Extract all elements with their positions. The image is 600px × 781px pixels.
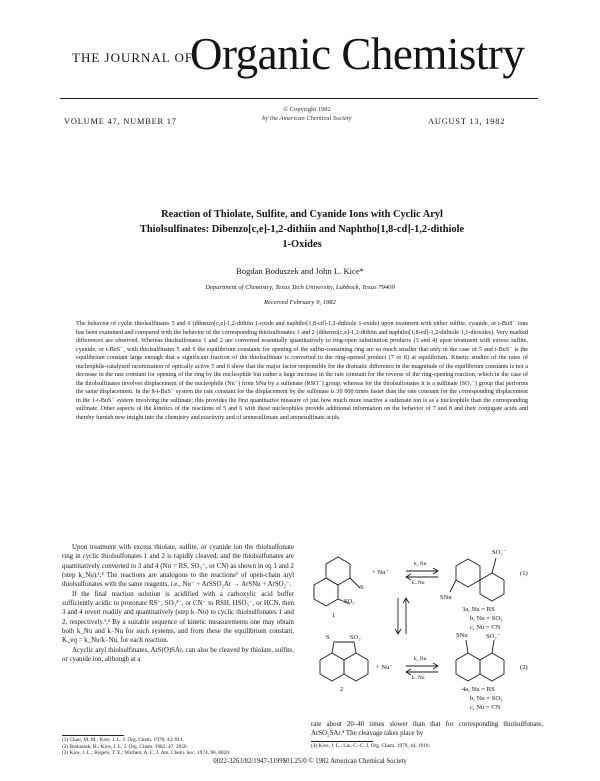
footnote-1: (1) Chau, M. M.; Kice, J. L. J. Org. Chem. 1978, 43, 914. [62,737,185,743]
label-k-minus-nu-2: k₋Nu [412,675,425,681]
label-so2-minus-4: SO₂⁻ [486,633,501,640]
label-4c: c, Nu = CN [470,704,501,711]
label-eq-1: (1) [520,570,528,577]
masthead-rule [60,98,538,99]
footnote-3: (3) Kice, J. L.; Rogers, T. E.; Warheit, A. C. J. Am. Chem. Soc. 1974, 96, 8020. [62,750,231,757]
abstract: The behavior of cyclic thiolsulfinates 5 and 6 (dibenzo[c,e]-1,2-dithiin 1-oxide and naphtho[1,8-cd]-1,2-dithiole 1-oxide) upon treatment with either sulfite, cyanide, or t-BuS⁻ ions has been examined and compared with the behavior of the corresponding thiolsulfonates 1 and 2 (dibenzo[c,e]-1,2-dithiin and naphtho[1,8-cd]-1,2-dithiole 1,1-dioxides). Very marked differences are observed. Whereas thiolsulfonates 1 and 2 are converted essentially quantitatively to ring-open substitution products (3 and 4) upon treatment with excess sulfite, cyanide, or t-BuS⁻, with thiolsulfinates 5 and 6 the equilibrium constants for opening of the sulfur-containing ring are so much smaller that only in the case of 5 and t-BuS⁻ is the equilibrium constant large enough that a significant fraction of the thiolsulfinate is converted to the ring-opened product (7 or 8) at equilibrium. Kinetic studies of the rates of nucleophile-catalyzed racemization of optically active 5 and 6 show that the major factor responsible for the dramatic difference in the magnitude of the equilibrium constants is not a decrease in the rate constant for opening of the ring by the nucleophile but rather a huge increase in the rate constant for the reverse of the ring-opening reaction, which in the case of the thiolsulfinates involves displacement of the nucleophile (Nu⁻) from SNu by a sulfenate (RSO⁻) group, whereas for the thiolsulfonates it is a sulfinate (SO₂⁻) group that performs the same displacement. In the 8-t-BuS⁻ system the rate constant for the displacement by the sulfenate is 30 000 times faster than the rate constant for the corresponding displacement in the 1-t-BuS⁻ system involving the sulfinate; this provides the first quantitative measure of just how much more reactive a sulfenate ion is as a nucleophile than the corresponding sulfinate. Other aspects of the kinetics of the reactions of 5 and 6 with these nucleophiles provide additional information on the behavior of 7 and 8 and their conjugate acids and thereby furnish new insight into the chemistry and reactivity and of arenesulfenate and arenesulfinate acids. [76,321,528,422]
footnote-rule-right [311,741,373,742]
vertical-equilibrium-arrows [395,598,409,634]
label-eq-2: (2) [520,664,528,671]
label-so2-2: SO₂ [350,634,361,641]
footnote-2: (2) Boduszek, B.; Kice, J. L. J. Org. Chem. 1982, 47, 3050. [62,743,188,750]
issue-date: AUGUST 13, 1982 [428,117,506,126]
reaction-scheme [306,536,542,714]
journal-prefix: THE JOURNAL OF [72,50,194,65]
footnotes-left [62,737,294,757]
label-so2-minus-3: SO₂⁻ [492,549,507,556]
equilibrium-arrow-2 [406,663,438,675]
copyright-notice [232,106,382,123]
volume-number: VOLUME 47, NUMBER 17 [64,117,177,126]
label-3a: 3a, Nu = RS [462,606,495,613]
authors: Bogdan Boduszek and John L. Kice* [236,266,364,276]
body-paragraph-3: Acyclic aryl thiolsulfinates, ArS(O)SAr, can also be cleaved by thiolate, sulfite, or cyanide ion, although at a [62,646,294,664]
label-so2-1: SO₂ [344,598,355,605]
body-right-text: rate about 20–40 times slower than that for corresponding thiolsulfonate, ArSO₂SAr.⁴ The cleavage takes place by [311,721,543,738]
label-4a: 4a, Nu = RS [462,686,495,693]
label-compound-1: 1 [332,612,336,619]
label-k-nu-2: k_Nu [414,656,427,662]
body-paragraph-1: Upon treatment with excess thiolate, sulfite, or cyanide ion the thiolsulfonate ring in cyclic thiolsulfonates 1 and 2 is rapidly cleaved, and the thiolsulfonates are quantitatively converted to 3 and 4 (Nu = RS, SO₃⁻, or CN) as shown in eq 1 and 2 (step k_Nu).¹,² The reactions are analogous to the reactions³ of open-chain aryl thiolsulfonates with the same reagents, i.e., Nu⁻ + ArSSO₂Ar → ArSNu + ArSO₂⁻. [62,544,294,589]
label-3c: c, Nu = CN [470,624,501,631]
equilibrium-arrow-1 [406,568,438,580]
label-nu-plus-1: + Nu⁻ [372,569,389,576]
body-left-column [62,543,294,664]
label-s-1: S [360,584,364,591]
title-line-1: Reaction of Thiolate, Sulfite, and Cyanide Ions with Cyclic Aryl [161,209,443,220]
journal-name: Organic Chemistry [190,29,525,79]
footnote-rule-left [62,735,124,736]
label-k-nu-1: k_Nu [414,561,427,567]
label-snu-4: SNu [456,632,468,639]
label-k-minus-nu-1: k₋Nu [412,580,425,586]
received-date: Received February 9, 1982 [264,299,336,306]
label-s-2: S [326,634,330,641]
copyright-line-1: © Copyright 1982 [283,106,331,113]
compound-2-structure [320,642,368,681]
label-4b: b, Nu = SO₃ [470,695,503,702]
copyright-line-2: by the American Chemical Society [262,114,352,122]
product-3-structure [450,558,504,601]
label-nu-plus-2: + Nu⁻ [376,664,393,671]
body-paragraph-2: If the final reaction solution is acidified with a carboxylic acid buffer sufficiently acidic to protonate RS⁻, SO₃²⁻, or CN⁻ to RSH, HSO₃⁻, or HCN, then 3 and 4 revert readily and quantitatively (step k₋Nu) to cyclic thiolsulfonates 1 and 2, respectively.¹,² By a suitable sequence of kinetic measurements one may obtain both k_Nu and k₋Nu for such systems, and from these the equilibrium constant, K_eq = k_Nu/k₋Nu, for each reaction. [62,590,294,645]
affiliation: Department of Chemistry, Texas Tech University, Lubbock, Texas 79409 [205,284,395,291]
footnote-4: (4) Kice, J. L.; Liu, C.-C. J. Org. Chem. 1979, 44, 1918. [311,743,430,749]
article-title [104,207,500,252]
title-line-2: Thiolsulfinates: Dibenzo[c,e]-1,2-dithiin and Naphtho[1,8-cd]-1,2-dithiole [139,224,465,235]
label-3b: b, Nu = SO₃ [470,615,503,622]
copyright-footer: 0022-3263/82/1947-3199$01.25/0 © 1982 American Chemical Society [213,758,407,765]
label-compound-2: 2 [340,686,344,693]
title-line-3: 1-Oxides [282,239,322,250]
product-4-structure [456,640,504,681]
label-snu-3: SNu [440,594,452,601]
